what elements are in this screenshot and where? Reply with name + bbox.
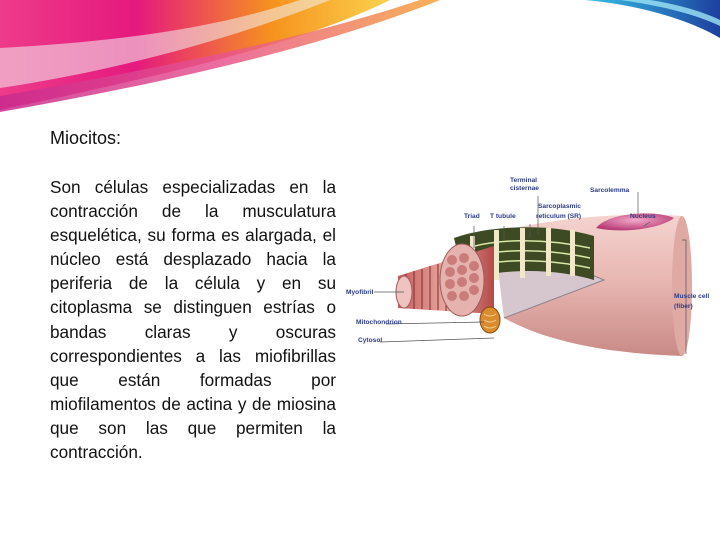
label-triad: Triad — [464, 213, 480, 220]
slide-body-text: Son células especializadas en la contracción de la musculatura esquelética, su forma es alargada, el núcleo está desplazado hacia la periferia de la célula y en su citoplasma se distinguen estrías o bandas claras y oscuras correspondientes a las miofibrillas que están formadas por miofilamentos de actina y de miosina que son las que permiten la contracción. — [50, 177, 336, 463]
label-sarcolemma: Sarcolemma — [590, 187, 630, 194]
label-nucleus: Nucleus — [630, 213, 656, 220]
label-cytosol: Cytosol — [358, 337, 383, 344]
label-t-tubule: T tubule — [490, 213, 516, 220]
label-muscle-cell-2: (fiber) — [674, 303, 693, 310]
muscle-fiber-diagram — [344, 168, 720, 360]
label-sarcoplasmic-reticulum-1: Sarcoplasmic — [538, 203, 581, 210]
label-sarcoplasmic-reticulum-2: reticulum (SR) — [536, 213, 582, 220]
slide-title: Miocitos: — [50, 128, 122, 148]
label-terminal-cisternae-2: cisternae — [510, 185, 539, 192]
label-myofibril: Myofibril — [346, 289, 374, 296]
label-terminal-cisternae-1: Terminal — [510, 177, 537, 184]
label-mitochondrion: Mitochondrion — [356, 319, 402, 326]
label-muscle-cell-1: Muscle cell — [674, 293, 710, 300]
header-swoosh — [0, 0, 720, 120]
